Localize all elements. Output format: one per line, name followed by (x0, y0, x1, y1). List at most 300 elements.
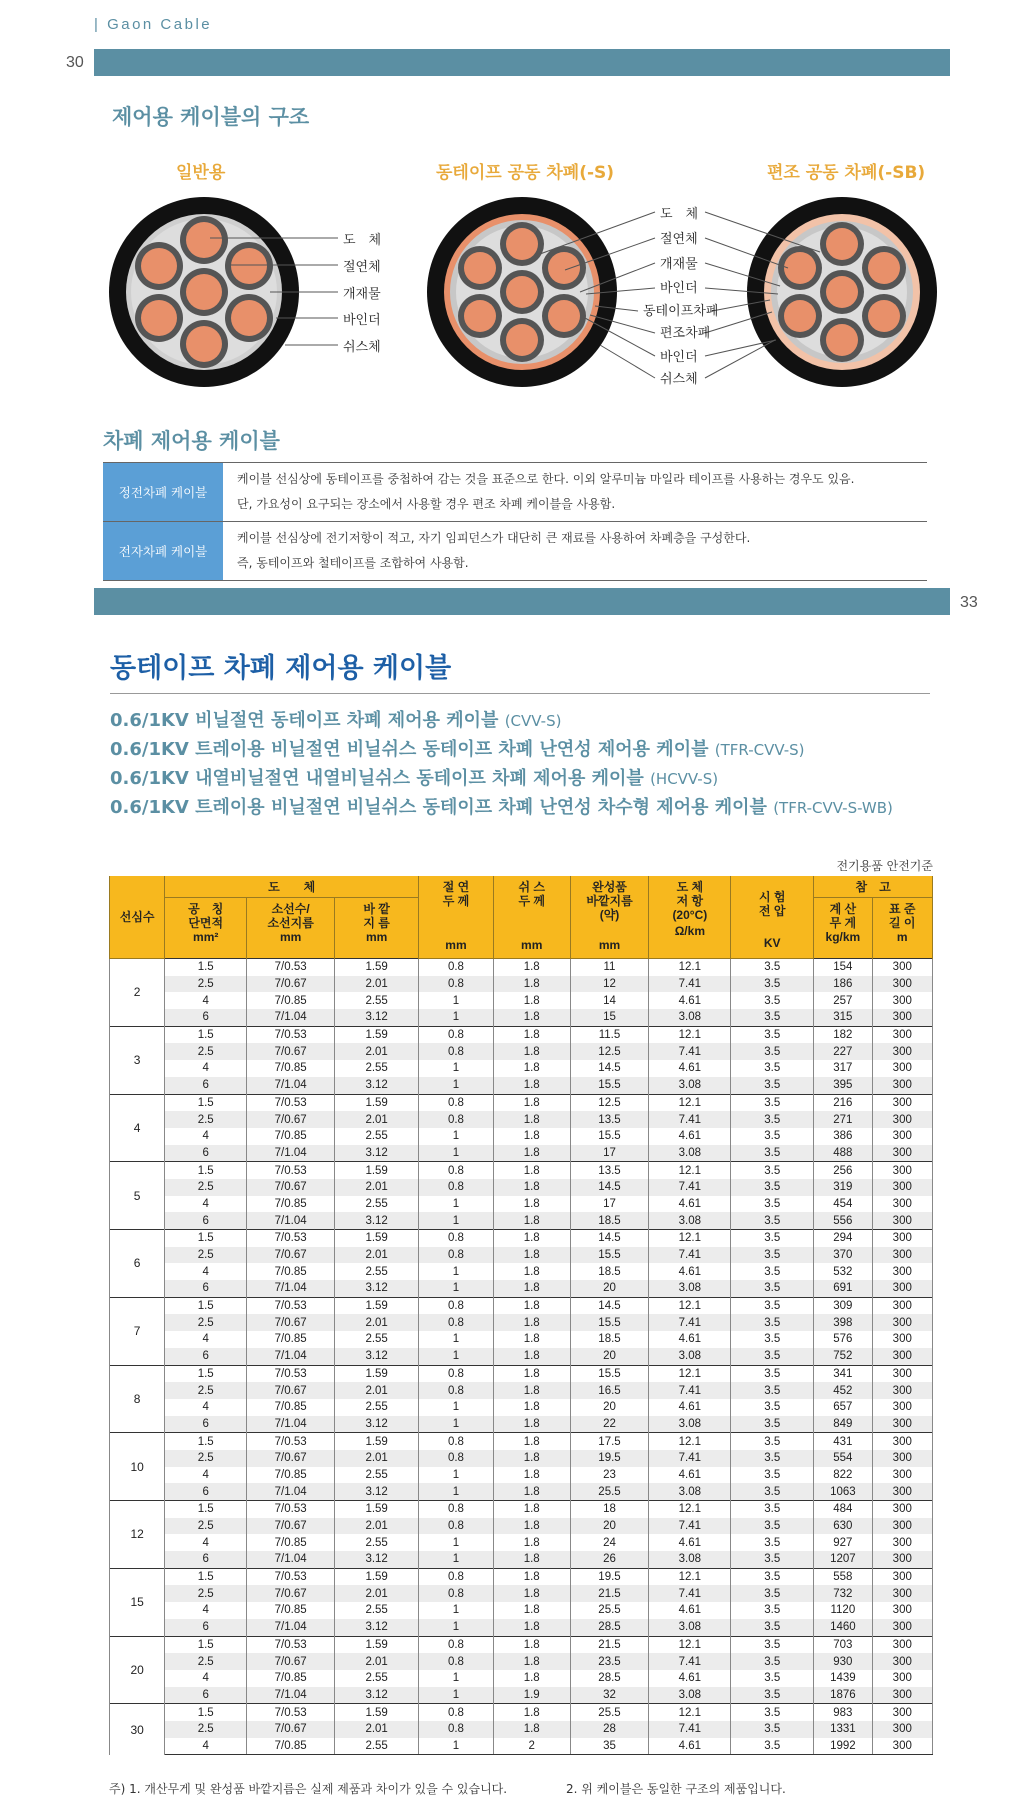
table-cell: 13.5 (570, 1162, 649, 1179)
table-cell: 2.01 (335, 1585, 419, 1602)
table-cell: 2.5 (165, 1314, 247, 1331)
subtitle-code: (TFR-CVV-S-WB) (773, 799, 893, 817)
table-cell: 6 (165, 1145, 247, 1162)
table-cell: 1.8 (493, 1263, 570, 1280)
callout-s-copper-tape: 동테이프차폐 (643, 304, 719, 319)
col-header-sheath: 쉬 스 두 께 mm (493, 876, 570, 959)
table-cell: 0.8 (419, 1026, 494, 1043)
table-cell: 7.41 (649, 1450, 731, 1467)
table-cell: 11 (570, 959, 649, 976)
table-cell: 3.5 (731, 1467, 814, 1484)
table-cell: 0.8 (419, 1585, 494, 1602)
product-subtitle (110, 793, 893, 819)
table-cell: 12.1 (649, 959, 731, 976)
table-cell: 3.08 (649, 1212, 731, 1229)
table-cell: 4 (165, 1670, 247, 1687)
col-header-area: 공 칭 단면적 mm² (165, 898, 247, 959)
diagram-title-braid: 편조 공동 차폐(-SB) (767, 163, 926, 183)
shield-desc-line: 단, 가요성이 요구되는 장소에서 사용할 경우 편조 차폐 케이블을 사용함. (237, 497, 616, 511)
table-cell: 4 (165, 1467, 247, 1484)
table-cell: 7/0.85 (247, 1196, 335, 1213)
table-cell: 3.08 (649, 1619, 731, 1636)
table-cell: 703 (814, 1636, 872, 1653)
table-cell: 12.5 (570, 1043, 649, 1060)
table-cell: 20 (570, 1280, 649, 1297)
table-cell: 6 (165, 1077, 247, 1094)
table-row (110, 1467, 933, 1484)
table-cell: 271 (814, 1111, 872, 1128)
table-cell: 7/1.04 (247, 1687, 335, 1704)
callout-s-sheath: 쉬스체 (660, 372, 698, 387)
table-cell: 4 (165, 1738, 247, 1755)
table-cell: 317 (814, 1060, 872, 1077)
brand-logo: | Gaon Cable (94, 16, 213, 33)
table-cell: 7.41 (649, 976, 731, 993)
table-cell: 0.8 (419, 976, 494, 993)
table-row (110, 1179, 933, 1196)
table-cell: 0.8 (419, 1653, 494, 1670)
table-cell: 12.1 (649, 1568, 731, 1585)
table-cell: 7/0.53 (247, 959, 335, 976)
table-cell: 15.5 (570, 1247, 649, 1264)
table-cell: 1 (419, 1077, 494, 1094)
table-cell: 7/0.67 (247, 1179, 335, 1196)
table-cell: 257 (814, 992, 872, 1009)
table-cell: 3.5 (731, 1382, 814, 1399)
table-cell: 3.5 (731, 1585, 814, 1602)
table-cell: 2.01 (335, 1382, 419, 1399)
callout-s-braid: 편조차폐 (660, 326, 711, 341)
table-cell: 7/0.85 (247, 1060, 335, 1077)
table-cell: 300 (872, 1111, 932, 1128)
table-cell: 1 (419, 1483, 494, 1500)
table-cell: 3.5 (731, 1704, 814, 1721)
table-cell: 7/1.04 (247, 1145, 335, 1162)
table-cell: 25.5 (570, 1602, 649, 1619)
table-cell: 0.8 (419, 1297, 494, 1314)
table-cell: 1.5 (165, 1297, 247, 1314)
table-cell: 20 (570, 1399, 649, 1416)
table-cell: 300 (872, 1382, 932, 1399)
table-cell: 17.5 (570, 1433, 649, 1450)
table-cell: 300 (872, 959, 932, 976)
table-cell: 1.8 (493, 1365, 570, 1382)
table-cell: 7/1.04 (247, 1483, 335, 1500)
col-group-reference: 참 고 (814, 876, 933, 898)
table-cell: 1.8 (493, 1501, 570, 1518)
product-subtitle (110, 706, 561, 732)
cores-cell: 30 (110, 1704, 165, 1755)
table-cell: 0.8 (419, 1721, 494, 1738)
table-cell: 752 (814, 1348, 872, 1365)
table-cell: 2.01 (335, 1111, 419, 1128)
table-cell: 1 (419, 1263, 494, 1280)
table-cell: 1.59 (335, 1568, 419, 1585)
table-row (110, 1247, 933, 1264)
table-cell: 2.55 (335, 1060, 419, 1077)
table-cell: 2.01 (335, 1043, 419, 1060)
table-cell: 1.8 (493, 1382, 570, 1399)
table-cell: 1.59 (335, 1365, 419, 1382)
table-cell: 15.5 (570, 1077, 649, 1094)
table-cell: 26 (570, 1551, 649, 1568)
table-cell: 4 (165, 1263, 247, 1280)
table-row (110, 1433, 933, 1450)
table-row (110, 1026, 933, 1043)
table-cell: 3.5 (731, 1280, 814, 1297)
table-cell: 15.5 (570, 1365, 649, 1382)
table-cell: 300 (872, 1518, 932, 1535)
table-cell: 3.5 (731, 1043, 814, 1060)
table-cell: 3.5 (731, 976, 814, 993)
table-row (110, 1483, 933, 1500)
table-cell: 1.5 (165, 1433, 247, 1450)
table-cell: 12.1 (649, 1094, 731, 1111)
subtitle-main: 0.6/1KV 트레이용 비닐절연 비닐쉬스 동테이프 차폐 난연성 제어용 케이블 (110, 739, 709, 760)
col-group-conductor: 도 체 (165, 876, 419, 898)
table-cell: 1 (419, 1280, 494, 1297)
table-cell: 0.8 (419, 1568, 494, 1585)
table-cell: 35 (570, 1738, 649, 1755)
cores-cell: 6 (110, 1230, 165, 1298)
table-cell: 983 (814, 1704, 872, 1721)
spec-table-body (110, 959, 933, 1755)
spec-table (109, 876, 933, 1755)
table-cell: 300 (872, 1145, 932, 1162)
table-cell: 7/0.85 (247, 1263, 335, 1280)
table-cell: 1.8 (493, 1077, 570, 1094)
table-cell: 3.5 (731, 1196, 814, 1213)
col-header-length: 표 준 길 이 m (872, 898, 932, 959)
table-row (110, 1738, 933, 1755)
table-cell: 294 (814, 1230, 872, 1247)
table-cell: 4 (165, 1060, 247, 1077)
table-cell: 20 (570, 1348, 649, 1365)
table-cell: 4.61 (649, 1196, 731, 1213)
table-cell: 18 (570, 1501, 649, 1518)
table-cell: 1.8 (493, 1162, 570, 1179)
callout-filler: 개재물 (343, 287, 381, 302)
table-cell: 1 (419, 1467, 494, 1484)
table-cell: 4 (165, 1602, 247, 1619)
table-cell: 4 (165, 1128, 247, 1145)
table-cell: 7/1.04 (247, 1212, 335, 1229)
table-cell: 300 (872, 1162, 932, 1179)
table-row (110, 1077, 933, 1094)
table-cell: 2.5 (165, 1179, 247, 1196)
page-number-right: 33 (960, 594, 978, 611)
table-cell: 11.5 (570, 1026, 649, 1043)
table-cell: 1.8 (493, 1653, 570, 1670)
table-cell: 300 (872, 1483, 932, 1500)
table-row (110, 1636, 933, 1653)
table-cell: 3.5 (731, 1230, 814, 1247)
table-cell: 4.61 (649, 1534, 731, 1551)
table-cell: 1.8 (493, 1314, 570, 1331)
table-cell: 1.8 (493, 992, 570, 1009)
table-cell: 7/0.85 (247, 1534, 335, 1551)
table-cell: 7.41 (649, 1721, 731, 1738)
table-cell: 2.5 (165, 1111, 247, 1128)
table-cell: 3.5 (731, 1009, 814, 1026)
table-cell: 7/1.04 (247, 1009, 335, 1026)
table-cell: 3.5 (731, 1534, 814, 1551)
table-cell: 216 (814, 1094, 872, 1111)
table-cell: 2.01 (335, 1179, 419, 1196)
table-cell: 3.5 (731, 1162, 814, 1179)
table-cell: 3.08 (649, 1348, 731, 1365)
table-cell: 1.5 (165, 959, 247, 976)
table-cell: 2.5 (165, 1450, 247, 1467)
table-cell: 1331 (814, 1721, 872, 1738)
table-cell: 431 (814, 1433, 872, 1450)
table-cell: 4 (165, 1534, 247, 1551)
table-cell: 7/0.85 (247, 1128, 335, 1145)
table-cell: 2.55 (335, 1738, 419, 1755)
table-cell: 1 (419, 1128, 494, 1145)
table-cell: 3.12 (335, 1483, 419, 1500)
table-cell: 1.8 (493, 1297, 570, 1314)
table-cell: 1992 (814, 1738, 872, 1755)
table-row (110, 1009, 933, 1026)
table-cell: 300 (872, 1196, 932, 1213)
table-cell: 21.5 (570, 1636, 649, 1653)
table-cell: 1.5 (165, 1636, 247, 1653)
table-cell: 2 (493, 1738, 570, 1755)
table-cell: 1.8 (493, 1128, 570, 1145)
table-cell: 28.5 (570, 1670, 649, 1687)
col-header-weight: 계 산 무 게 kg/km (814, 898, 872, 959)
table-row (110, 1297, 933, 1314)
table-cell: 15 (570, 1009, 649, 1026)
table-cell: 3.5 (731, 1416, 814, 1433)
table-cell: 691 (814, 1280, 872, 1297)
table-cell: 7/0.53 (247, 1501, 335, 1518)
table-cell: 2.5 (165, 1653, 247, 1670)
table-cell: 2.55 (335, 1602, 419, 1619)
table-row (110, 1670, 933, 1687)
table-cell: 300 (872, 1619, 932, 1636)
table-cell: 300 (872, 1060, 932, 1077)
table-cell: 2.01 (335, 1721, 419, 1738)
table-cell: 3.5 (731, 1501, 814, 1518)
table-row (110, 1602, 933, 1619)
shield-row (103, 463, 927, 522)
table-cell: 14.5 (570, 1230, 649, 1247)
table-cell: 6 (165, 1687, 247, 1704)
table-cell: 7/0.67 (247, 1247, 335, 1264)
table-cell: 3.5 (731, 1314, 814, 1331)
table-cell: 19.5 (570, 1450, 649, 1467)
table-cell: 3.5 (731, 1433, 814, 1450)
table-cell: 1460 (814, 1619, 872, 1636)
table-cell: 484 (814, 1501, 872, 1518)
table-cell: 4.61 (649, 1602, 731, 1619)
table-row (110, 1416, 933, 1433)
table-row (110, 1043, 933, 1060)
table-row (110, 1399, 933, 1416)
table-cell: 3.5 (731, 1518, 814, 1535)
table-cell: 7/0.67 (247, 976, 335, 993)
table-cell: 532 (814, 1263, 872, 1280)
table-cell: 300 (872, 1602, 932, 1619)
table-cell: 1.8 (493, 1009, 570, 1026)
callout-conductor: 도 체 (343, 233, 382, 248)
table-cell: 2.01 (335, 976, 419, 993)
table-row (110, 1585, 933, 1602)
table-cell: 300 (872, 1009, 932, 1026)
table-row (110, 1230, 933, 1247)
table-cell: 7/0.67 (247, 1518, 335, 1535)
table-cell: 1.8 (493, 1619, 570, 1636)
table-cell: 18.5 (570, 1331, 649, 1348)
table-cell: 1.59 (335, 1297, 419, 1314)
shield-desc-line: 즉, 동테이프와 철테이프를 조합하여 사용함. (237, 556, 469, 570)
table-cell: 2.55 (335, 1534, 419, 1551)
table-cell: 300 (872, 1399, 932, 1416)
table-cell: 2.5 (165, 976, 247, 993)
table-cell: 6 (165, 1416, 247, 1433)
table-cell: 6 (165, 1280, 247, 1297)
table-cell: 7/0.85 (247, 992, 335, 1009)
table-cell: 558 (814, 1568, 872, 1585)
table-row (110, 1450, 933, 1467)
table-cell: 3.5 (731, 1602, 814, 1619)
table-cell: 7/0.53 (247, 1230, 335, 1247)
table-cell: 630 (814, 1518, 872, 1535)
table-cell: 3.5 (731, 1687, 814, 1704)
table-cell: 300 (872, 1551, 932, 1568)
table-cell: 1 (419, 1348, 494, 1365)
table-cell: 2.5 (165, 1382, 247, 1399)
table-cell: 300 (872, 1433, 932, 1450)
structure-section-title: 제어용 케이블의 구조 (112, 105, 310, 129)
table-cell: 2.55 (335, 1331, 419, 1348)
table-cell: 7/0.67 (247, 1450, 335, 1467)
table-row (110, 1212, 933, 1229)
table-cell: 300 (872, 992, 932, 1009)
table-cell: 488 (814, 1145, 872, 1162)
table-cell: 16.5 (570, 1382, 649, 1399)
table-cell: 1 (419, 1399, 494, 1416)
table-cell: 18.5 (570, 1212, 649, 1229)
table-cell: 300 (872, 1077, 932, 1094)
table-cell: 1.5 (165, 1501, 247, 1518)
table-cell: 300 (872, 1297, 932, 1314)
table-cell: 370 (814, 1247, 872, 1264)
callout-binder: 바인더 (343, 313, 381, 328)
table-cell: 1.8 (493, 1399, 570, 1416)
table-cell: 1.8 (493, 959, 570, 976)
cable-cross-section-diagrams (0, 190, 1029, 390)
table-cell: 0.8 (419, 1636, 494, 1653)
table-cell: 7/1.04 (247, 1077, 335, 1094)
diagram-title-general: 일반용 (176, 163, 226, 183)
table-cell: 1.8 (493, 1179, 570, 1196)
table-cell: 7/0.67 (247, 1382, 335, 1399)
table-cell: 300 (872, 1179, 932, 1196)
table-cell: 3.12 (335, 1077, 419, 1094)
table-cell: 1.8 (493, 1196, 570, 1213)
table-cell: 3.08 (649, 1077, 731, 1094)
table-cell: 15.5 (570, 1314, 649, 1331)
table-cell: 1.8 (493, 1568, 570, 1585)
table-cell: 3.08 (649, 1483, 731, 1500)
table-cell: 1.8 (493, 976, 570, 993)
table-cell: 4.61 (649, 1128, 731, 1145)
table-cell: 3.5 (731, 1247, 814, 1264)
table-cell: 1 (419, 1060, 494, 1077)
table-cell: 2.55 (335, 992, 419, 1009)
table-cell: 300 (872, 1704, 932, 1721)
table-cell: 186 (814, 976, 872, 993)
table-cell: 341 (814, 1365, 872, 1382)
table-cell: 315 (814, 1009, 872, 1026)
table-cell: 927 (814, 1534, 872, 1551)
table-cell: 300 (872, 1280, 932, 1297)
table-cell: 7/0.67 (247, 1111, 335, 1128)
table-cell: 227 (814, 1043, 872, 1060)
table-cell: 3.5 (731, 1619, 814, 1636)
table-cell: 822 (814, 1467, 872, 1484)
table-cell: 2.55 (335, 1128, 419, 1145)
table-cell: 1 (419, 1145, 494, 1162)
table-cell: 1.5 (165, 1704, 247, 1721)
table-row (110, 1721, 933, 1738)
table-cell: 3.5 (731, 1721, 814, 1738)
table-cell: 3.5 (731, 1399, 814, 1416)
table-cell: 849 (814, 1416, 872, 1433)
table-cell: 452 (814, 1382, 872, 1399)
table-cell: 319 (814, 1179, 872, 1196)
table-cell: 1.59 (335, 1501, 419, 1518)
table-cell: 12.1 (649, 1501, 731, 1518)
table-cell: 3.12 (335, 1280, 419, 1297)
table-cell: 0.8 (419, 1162, 494, 1179)
table-cell: 7/0.67 (247, 1585, 335, 1602)
table-row (110, 1382, 933, 1399)
table-cell: 300 (872, 1331, 932, 1348)
table-row (110, 1704, 933, 1721)
table-cell: 1.59 (335, 959, 419, 976)
table-cell: 0.8 (419, 1382, 494, 1399)
header-bar-right (94, 588, 950, 615)
table-cell: 3.5 (731, 1077, 814, 1094)
table-cell: 12 (570, 976, 649, 993)
shield-label: 정전차폐 케이블 (103, 463, 223, 522)
table-cell: 7/0.53 (247, 1433, 335, 1450)
table-cell: 300 (872, 1568, 932, 1585)
table-cell: 309 (814, 1297, 872, 1314)
table-cell: 1.8 (493, 1111, 570, 1128)
table-cell: 7.41 (649, 1043, 731, 1060)
shield-desc-line: 케이블 선심상에 동테이프를 중첩하여 감는 것을 표준으로 한다. 이외 알루미늄 마일라 테이프를 사용하는 경우도 있음. (237, 472, 855, 486)
table-cell: 12.1 (649, 1704, 731, 1721)
table-cell: 7/0.85 (247, 1331, 335, 1348)
table-cell: 1.5 (165, 1162, 247, 1179)
table-cell: 1 (419, 1212, 494, 1229)
table-cell: 6 (165, 1212, 247, 1229)
table-row (110, 1094, 933, 1111)
table-cell: 300 (872, 1416, 932, 1433)
general-cable-diagram (109, 197, 338, 387)
table-row (110, 1331, 933, 1348)
table-cell: 22 (570, 1416, 649, 1433)
table-cell: 17 (570, 1196, 649, 1213)
table-cell: 12.1 (649, 1297, 731, 1314)
table-cell: 1 (419, 1331, 494, 1348)
table-cell: 154 (814, 959, 872, 976)
